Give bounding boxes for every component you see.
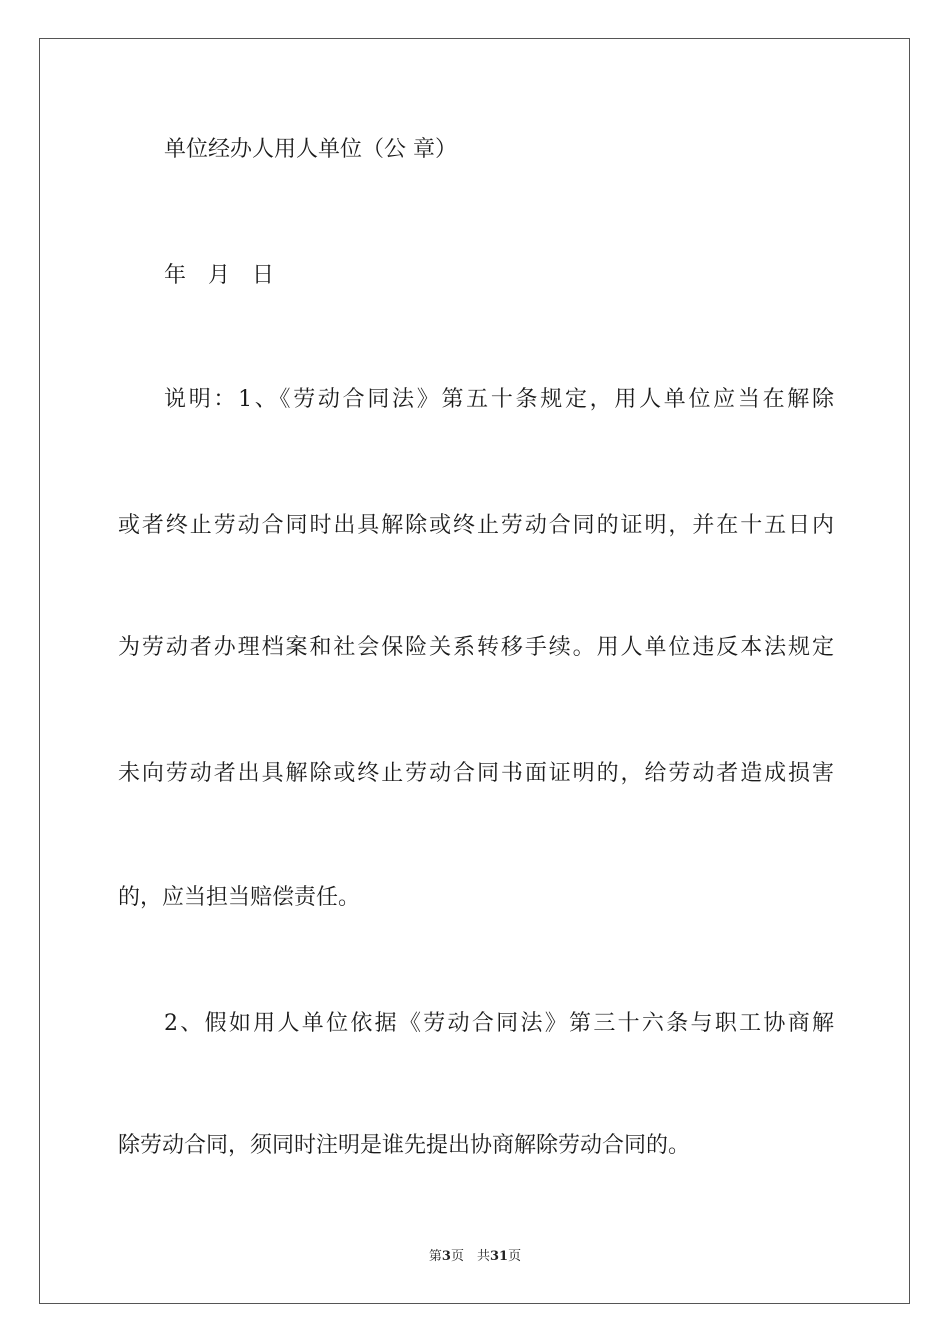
page-border [39, 38, 910, 1304]
paragraph-line: 说明：1、《劳动合同法》第五十条规定，用人单位应当在解除 [164, 387, 834, 412]
total-suffix: 页 [508, 1249, 522, 1264]
paragraph-line: 的，应当担当赔偿责任。 [118, 885, 361, 910]
total-prefix: 共 [476, 1249, 490, 1264]
paragraph-line: 2、假如用人单位依据《劳动合同法》第三十六条与职工协商解 [164, 1011, 834, 1036]
current-page-number: 3 [441, 1249, 451, 1264]
page-footer [0, 1248, 950, 1266]
page-suffix: 页 [450, 1249, 464, 1264]
signature-line: 单位经办人用人单位（公 章） [164, 137, 457, 162]
date-line: 年 月 日 [164, 263, 275, 288]
page-prefix: 第 [428, 1249, 442, 1264]
paragraph-line: 或者终止劳动合同时出具解除或终止劳动合同的证明，并在十五日内 [118, 513, 834, 538]
paragraph-line: 未向劳动者出具解除或终止劳动合同书面证明的，给劳动者造成损害 [118, 761, 834, 786]
paragraph-line: 为劳动者办理档案和社会保险关系转移手续。用人单位违反本法规定 [118, 635, 834, 660]
total-page-count: 31 [489, 1249, 509, 1264]
paragraph-line: 除劳动合同，须同时注明是谁先提出协商解除劳动合同的。 [118, 1133, 691, 1158]
